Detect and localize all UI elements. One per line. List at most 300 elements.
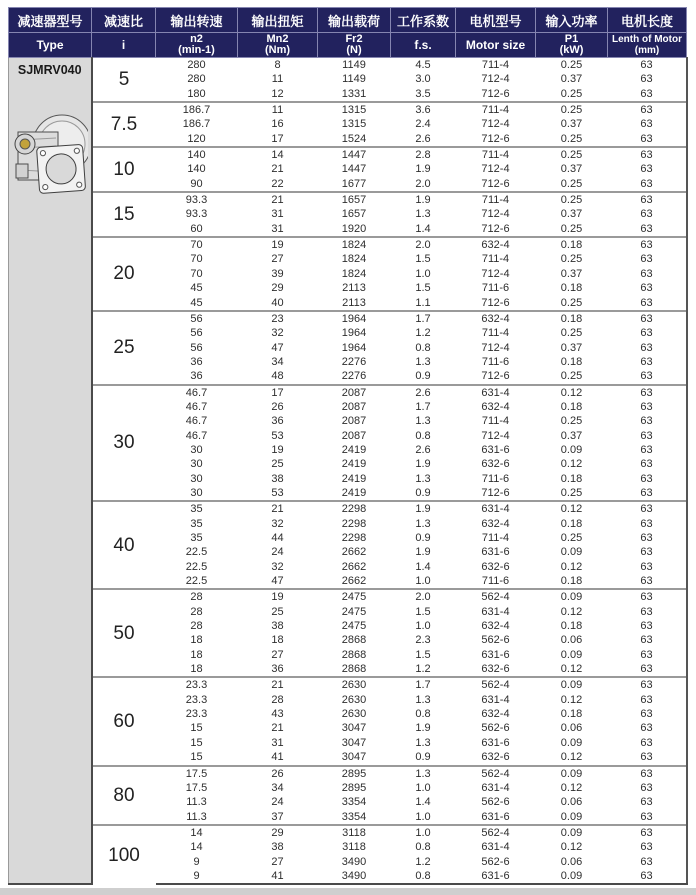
data-cell: 0.06 (560, 634, 583, 647)
data-cell: 63 (608, 222, 687, 237)
ratio-cell-i-20: 20 (92, 237, 156, 311)
data-cell: 43 (271, 708, 284, 721)
data-cell: 631-6 (481, 648, 510, 661)
data-cell: 2.6 (415, 443, 431, 456)
data-cell: 711-6 (481, 282, 510, 295)
data-cell: 9 (156, 869, 238, 884)
data-cell: 48 (271, 370, 284, 383)
data-cell: 63 (608, 281, 687, 295)
data-cell: 2298 (318, 501, 391, 516)
data-cell: 15 (190, 736, 203, 749)
data-cell: 2630 (341, 708, 367, 721)
table-row (9, 192, 687, 207)
data-cell: 38 (271, 620, 284, 633)
ratio-cell-i-50: 50 (92, 589, 156, 677)
data-cell: 93.3 (185, 208, 208, 221)
data-cell: 712-4 (481, 429, 510, 442)
data-cell: 63 (608, 486, 687, 501)
column-header-en-7 (536, 33, 608, 58)
data-cell: 63 (608, 633, 687, 647)
data-cell: 712-6 (481, 486, 510, 499)
data-cell: 1657 (318, 192, 391, 207)
data-cell: 180 (187, 87, 206, 100)
data-cell: 45 (190, 282, 203, 295)
data-cell: 63 (608, 87, 687, 102)
data-cell: 53 (271, 429, 284, 442)
data-cell: 63 (608, 531, 687, 545)
data-cell: 2419 (341, 458, 367, 471)
data-cell: 63 (608, 662, 687, 677)
data-cell: 0.18 (560, 517, 583, 530)
data-cell: 60 (190, 222, 203, 235)
data-cell: 3118 (342, 841, 366, 854)
data-cell: 2113 (342, 296, 366, 309)
data-cell: 1.9 (415, 722, 431, 735)
data-cell: 711-4 (456, 192, 536, 207)
table-row (9, 237, 687, 252)
data-cell: 21 (271, 163, 284, 176)
data-cell: 63 (608, 207, 687, 221)
data-cell: 1.7 (391, 677, 456, 692)
table-header (9, 8, 687, 58)
data-cell: 1964 (341, 327, 367, 340)
data-cell: 562-6 (481, 722, 510, 735)
data-cell: 63 (608, 574, 687, 589)
data-cell: 1657 (341, 208, 367, 221)
data-cell: 2087 (341, 400, 367, 413)
data-cell: 1.5 (415, 282, 431, 295)
data-cell: 46.7 (185, 415, 208, 428)
data-cell: 1.0 (391, 825, 456, 840)
data-cell: 0.25 (560, 132, 583, 145)
data-cell: 0.18 (560, 708, 583, 721)
data-cell: 0.18 (536, 237, 608, 252)
data-cell: 2.6 (415, 132, 431, 145)
data-cell: 2.3 (415, 634, 431, 647)
data-cell: 18 (190, 648, 203, 661)
data-cell: 0.8 (415, 429, 431, 442)
data-cell: 1964 (318, 311, 391, 326)
data-cell: 17 (271, 132, 284, 145)
data-cell: 28 (190, 620, 203, 633)
data-cell: 1677 (341, 177, 367, 190)
data-cell: 1824 (341, 267, 367, 280)
data-cell: 0.9 (415, 751, 431, 764)
data-cell: 2868 (341, 648, 367, 661)
data-cell: 0.09 (560, 546, 583, 559)
data-cell: 1524 (341, 132, 367, 145)
data-cell: 45 (190, 296, 203, 309)
data-cell: 0.18 (560, 282, 583, 295)
data-cell: 63 (608, 693, 687, 707)
data-cell: 39 (271, 267, 284, 280)
data-cell: 8 (274, 59, 281, 71)
data-cell: 36 (271, 663, 284, 676)
data-cell: 280 (187, 59, 206, 71)
data-cell: 31 (271, 208, 284, 221)
column-header-en-line: i (121, 38, 126, 52)
data-cell: 0.25 (536, 192, 608, 207)
table-row (9, 102, 687, 117)
data-cell: 562-4 (456, 766, 536, 781)
data-cell: 46.7 (185, 400, 208, 413)
column-header-en-line: Motor size (465, 38, 526, 52)
data-cell: 2868 (341, 634, 367, 647)
data-cell: 3047 (341, 751, 367, 764)
table-row (9, 501, 687, 516)
data-cell: 1.4 (415, 222, 431, 235)
data-cell: 63 (608, 147, 687, 162)
data-cell: 63 (608, 707, 687, 721)
column-header-en-line: P1 (564, 33, 579, 45)
data-cell: 1.2 (415, 327, 431, 340)
data-cell: 0.37 (560, 267, 583, 280)
column-header-en-line: (N) (346, 44, 362, 56)
data-cell: 63 (608, 766, 687, 781)
data-cell: 0.12 (560, 841, 583, 854)
data-cell: 632-4 (481, 400, 510, 413)
column-header-cn-3: 输出扭矩 (238, 8, 318, 33)
data-cell: 631-6 (481, 736, 510, 749)
gearbox-product-image (12, 106, 88, 210)
data-cell: 90 (190, 177, 203, 190)
data-cell: 0.37 (560, 73, 583, 86)
data-cell: 53 (271, 486, 284, 499)
data-cell: 25 (271, 458, 284, 471)
data-cell: 0.9 (415, 486, 431, 499)
data-cell: 1.3 (415, 693, 431, 706)
column-header-en-0 (9, 33, 92, 58)
data-cell: 0.25 (560, 87, 583, 100)
data-cell: 0.25 (560, 59, 583, 71)
data-cell: 27 (271, 855, 284, 868)
data-cell: 2662 (341, 560, 367, 573)
data-cell: 712-4 (481, 163, 510, 176)
data-cell: 0.37 (560, 341, 583, 354)
data-cell: 1.0 (415, 575, 431, 588)
data-cell: 1.7 (415, 400, 431, 413)
data-cell: 3047 (341, 736, 367, 749)
data-cell: 0.8 (415, 841, 431, 854)
data-cell: 562-4 (456, 589, 536, 604)
data-cell: 1149 (342, 59, 366, 71)
data-cell: 711-4 (456, 102, 536, 117)
product-type-label: SJMRV040 (17, 63, 82, 77)
table-row (9, 766, 687, 781)
data-cell: 1447 (318, 147, 391, 162)
data-cell: 23.3 (156, 677, 238, 692)
ratio-cell-i-7.5: 7.5 (92, 102, 156, 147)
column-header-en-3 (238, 33, 318, 58)
data-cell: 0.12 (560, 693, 583, 706)
data-cell: 712-4 (481, 73, 510, 86)
data-cell: 63 (608, 545, 687, 559)
data-cell: 562-6 (481, 634, 510, 647)
column-header-en-line: Lenth of Motor (612, 34, 682, 45)
data-cell: 1.9 (415, 163, 431, 176)
table-body (9, 58, 687, 885)
table-row (9, 147, 687, 162)
data-cell: 70 (156, 237, 238, 252)
ratio-cell-i-25: 25 (92, 311, 156, 385)
data-cell: 711-4 (481, 327, 510, 340)
data-cell: 15 (190, 722, 203, 735)
data-cell: 0.12 (536, 501, 608, 516)
data-cell: 1149 (342, 73, 366, 86)
column-header-cn-1: 减速比 (92, 8, 156, 33)
data-cell: 40 (271, 296, 284, 309)
data-cell: 1.3 (391, 766, 456, 781)
data-cell: 0.12 (536, 385, 608, 400)
data-cell: 56 (156, 311, 238, 326)
data-cell: 63 (608, 192, 687, 207)
column-header-en-line: f.s. (414, 38, 432, 52)
data-cell: 14 (156, 825, 238, 840)
data-cell: 26 (238, 766, 318, 781)
data-cell: 63 (608, 252, 687, 266)
data-cell: 711-4 (481, 415, 510, 428)
data-cell: 0.8 (391, 869, 456, 884)
column-header-en-2 (156, 33, 238, 58)
data-cell: 63 (608, 72, 687, 86)
table-row (9, 825, 687, 840)
data-cell: 30 (190, 458, 203, 471)
data-cell: 46.7 (156, 385, 238, 400)
data-cell: 0.12 (560, 560, 583, 573)
data-cell: 0.09 (536, 677, 608, 692)
data-cell: 63 (608, 648, 687, 662)
data-cell: 1824 (341, 253, 367, 266)
data-cell: 3.0 (415, 73, 431, 86)
data-cell: 186.7 (156, 102, 238, 117)
data-cell: 562-6 (481, 855, 510, 868)
ratio-cell-i-15: 15 (92, 192, 156, 237)
data-cell: 562-4 (456, 677, 536, 692)
data-cell: 0.12 (560, 781, 583, 794)
data-cell: 1.5 (415, 648, 431, 661)
data-cell: 0.18 (560, 400, 583, 413)
data-cell: 0.09 (536, 766, 608, 781)
ratio-cell-i-30: 30 (92, 385, 156, 502)
data-cell: 2276 (341, 355, 367, 368)
data-cell: 0.25 (536, 102, 608, 117)
data-cell: 1.7 (391, 311, 456, 326)
column-header-en-1 (92, 33, 156, 58)
data-cell: 631-6 (456, 869, 536, 884)
data-cell: 21 (238, 192, 318, 207)
column-header-en-5 (391, 33, 456, 58)
data-cell: 41 (271, 751, 284, 764)
column-header-en-line: (mm) (634, 45, 660, 56)
data-cell: 63 (608, 472, 687, 486)
data-cell: 32 (271, 327, 284, 340)
data-cell: 63 (608, 677, 687, 692)
data-cell: 0.25 (560, 253, 583, 266)
data-cell: 2298 (341, 532, 367, 544)
data-cell: 22.5 (185, 546, 208, 559)
data-cell: 2.8 (391, 147, 456, 162)
data-cell: 712-4 (481, 208, 510, 221)
data-cell: 63 (608, 385, 687, 400)
column-header-en-4 (318, 33, 391, 58)
data-cell: 47 (271, 575, 284, 588)
data-cell: 2475 (341, 620, 367, 633)
data-cell: 1.4 (415, 560, 431, 573)
data-cell: 1315 (341, 118, 367, 131)
data-cell: 63 (608, 58, 687, 73)
data-cell: 631-4 (481, 693, 510, 706)
data-cell: 1.2 (415, 663, 431, 676)
data-cell: 631-4 (481, 781, 510, 794)
data-cell: 2630 (318, 677, 391, 692)
data-cell: 0.12 (560, 458, 583, 471)
data-cell: 56 (190, 327, 203, 340)
data-cell: 712-6 (481, 370, 510, 383)
data-cell: 38 (271, 472, 284, 485)
data-cell: 29 (271, 282, 284, 295)
data-cell: 37 (271, 810, 284, 823)
data-cell: 63 (608, 457, 687, 471)
data-cell: 0.8 (415, 708, 431, 721)
data-cell: 9 (193, 855, 200, 868)
data-cell: 0.25 (560, 486, 583, 499)
ratio-cell-i-60: 60 (92, 677, 156, 765)
data-cell: 1.0 (415, 267, 431, 280)
data-cell: 24 (271, 796, 284, 809)
data-cell: 2895 (341, 781, 367, 794)
data-cell: 632-6 (481, 560, 510, 573)
data-cell: 0.25 (560, 222, 583, 235)
data-cell: 562-4 (456, 825, 536, 840)
data-cell: 1.3 (415, 517, 431, 530)
data-cell: 63 (608, 781, 687, 795)
data-cell: 11.3 (186, 810, 207, 823)
data-cell: 26 (271, 400, 284, 413)
data-cell: 632-4 (481, 708, 510, 721)
data-cell: 0.12 (560, 751, 583, 764)
data-cell: 4.5 (415, 59, 431, 71)
data-cell: 23.3 (185, 708, 208, 721)
data-cell: 27 (271, 253, 284, 266)
data-cell: 63 (608, 117, 687, 131)
data-cell: 63 (608, 560, 687, 574)
data-cell: 0.06 (560, 796, 583, 809)
data-cell: 63 (608, 605, 687, 619)
data-cell: 711-6 (481, 355, 510, 368)
data-cell: 63 (608, 132, 687, 147)
data-cell: 1.3 (415, 736, 431, 749)
data-cell: 30 (190, 443, 203, 456)
data-cell: 63 (608, 237, 687, 252)
data-cell: 140 (187, 163, 206, 176)
data-cell: 18 (271, 634, 284, 647)
data-cell: 63 (608, 341, 687, 355)
data-cell: 1.5 (415, 253, 431, 266)
data-cell: 22.5 (185, 560, 208, 573)
data-cell: 0.18 (560, 575, 583, 588)
data-cell: 30 (190, 486, 203, 499)
data-cell: 23.3 (185, 693, 208, 706)
data-cell: 30 (190, 472, 203, 485)
data-cell: 34 (271, 355, 284, 368)
data-cell: 140 (156, 147, 238, 162)
data-cell: 0.25 (560, 296, 583, 309)
data-cell: 46.7 (185, 429, 208, 442)
data-cell: 2419 (341, 443, 367, 456)
data-cell: 47 (271, 341, 284, 354)
data-cell: 711-4 (481, 532, 510, 544)
data-cell: 632-4 (481, 620, 510, 633)
data-cell: 0.09 (560, 648, 583, 661)
type-cell (9, 58, 92, 885)
data-cell: 1.9 (391, 192, 456, 207)
data-cell: 41 (238, 869, 318, 884)
data-cell: 1.3 (415, 415, 431, 428)
data-cell: 2.0 (391, 237, 456, 252)
data-cell: 63 (608, 102, 687, 117)
data-cell: 0.18 (560, 620, 583, 633)
data-cell: 2475 (318, 589, 391, 604)
data-cell: 1.5 (415, 605, 431, 618)
data-cell: 2276 (341, 370, 367, 383)
data-cell: 712-6 (481, 177, 510, 190)
column-header-cn-2: 输出转速 (156, 8, 238, 33)
data-cell: 24 (271, 546, 284, 559)
data-cell: 63 (608, 267, 687, 281)
data-cell: 712-6 (481, 296, 510, 309)
data-cell: 3354 (341, 810, 367, 823)
data-cell: 15 (190, 751, 203, 764)
table-row (9, 589, 687, 604)
column-header-en-line: n2 (190, 33, 203, 45)
data-cell: 70 (190, 253, 203, 266)
data-cell: 1.9 (415, 458, 431, 471)
data-cell: 2662 (341, 546, 367, 559)
data-cell: 632-4 (481, 517, 510, 530)
data-cell: 63 (608, 400, 687, 414)
data-cell: 631-6 (481, 443, 510, 456)
data-cell: 632-4 (456, 311, 536, 326)
data-cell: 63 (608, 443, 687, 457)
column-header-cn-5: 工作系数 (391, 8, 456, 33)
data-cell: 56 (190, 341, 203, 354)
data-cell: 632-6 (481, 663, 510, 676)
data-cell: 32 (271, 517, 284, 530)
data-cell: 2475 (341, 605, 367, 618)
table-row (9, 58, 687, 73)
data-cell: 2419 (341, 472, 367, 485)
data-cell: 0.18 (560, 355, 583, 368)
data-cell: 27 (271, 648, 284, 661)
data-cell: 17 (238, 385, 318, 400)
data-cell: 0.12 (560, 663, 583, 676)
data-cell: 1.1 (415, 296, 431, 309)
data-cell: 63 (608, 795, 687, 809)
data-cell: 63 (608, 736, 687, 750)
column-header-en-line: (Nm) (264, 44, 291, 56)
data-cell: 0.09 (536, 825, 608, 840)
data-cell: 711-6 (481, 575, 510, 588)
table-row (9, 677, 687, 692)
data-cell: 0.25 (560, 532, 583, 544)
data-cell: 19 (238, 589, 318, 604)
data-cell: 186.7 (182, 118, 211, 131)
data-cell: 63 (608, 589, 687, 604)
data-cell: 0.25 (560, 370, 583, 383)
data-cell: 0.09 (560, 810, 583, 823)
data-cell: 36 (190, 370, 203, 383)
column-header-cn-4: 输出载荷 (318, 8, 391, 33)
